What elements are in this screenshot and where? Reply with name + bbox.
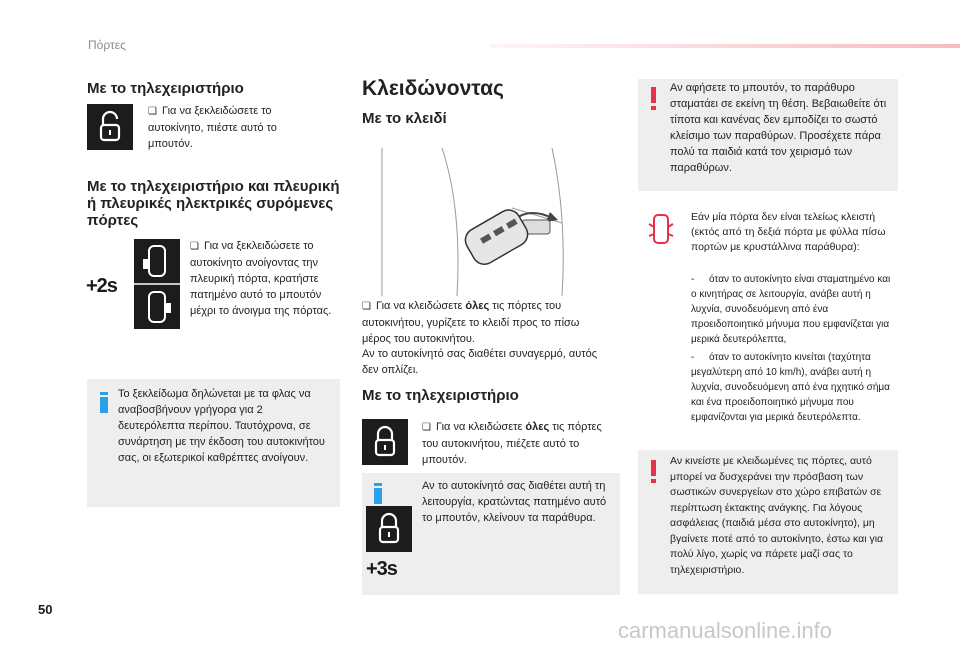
remote-lock-button (362, 419, 408, 465)
section-title-sliding-doors: Με το τηλεχειριστήριο και πλευρική ή πλευρικές ηλεκτρικές συρόμενες πόρτες (87, 178, 340, 229)
watermark: carmanualsonline.info (618, 618, 833, 643)
info-text-unlock: Το ξεκλείδωμα δηλώνεται με τα φλας να αναβοσβήνουν γρήγορα για 2 δευτερόλεπτα περίπου. Ταυτόχρονα, σε συνάρτηση με την έκδοση του αυτοκινήτου σας, οι εξωτερικοί καθρέπτες ανοίγουν. (118, 388, 325, 464)
hold-2s-badge: +2s (86, 275, 117, 297)
warning-icon (650, 460, 657, 483)
locked-padlock-icon (362, 419, 408, 465)
info-icon (100, 392, 108, 413)
warning-icon (650, 87, 657, 110)
sliding-door-text: ❏ Για να ξεκλειδώσετε το αυτοκίνητο ανοίγοντας την πλευρική πόρτα, κρατήστε πατημένο αυτό το μπουτόν μέχρι το άνοιγμα της πόρτας. (190, 240, 332, 317)
header-title: Πόρτες (88, 38, 126, 52)
door-open-item-1: - όταν το αυτοκίνητο είναι σταματημένο και ο κινητήρας σε λειτουργία, ανάβει αυτή η λυχνία, συνοδευόμενη από ένα προειδοποιητικό μήνυμα που εμφανίζεται για μερικά δευτερόλεπτα, (691, 274, 891, 345)
bullet-icon: ❏ (422, 422, 431, 433)
sliding-door-buttons (134, 239, 180, 329)
warning-text-windows: Αν αφήσετε το μπουτόν, το παράθυρο σταματάει σε εκείνη τη θέση. Βεβαιωθείτε ότι τίποτα και κανένας δεν εμποδίζει το σωστό κλείσιμο των παραθύρων. Προσέχετε πάρα πολύ τα παιδιά κατά τον χειρισμό των παραθύρων. (670, 82, 887, 174)
hold-3s-badge: +3s (366, 558, 397, 580)
info-icon (374, 483, 382, 504)
unlocked-padlock-icon (87, 104, 133, 150)
info-text-windows: Αν το αυτοκίνητό σας διαθέτει αυτή τη λειτουργία, κρατώντας πατημένο αυτό το μπουτόν, κλείνουν τα παράθυρα. (422, 480, 607, 524)
remote-unlock-button (87, 104, 133, 150)
page-title-locking: Κλειδώνοντας (362, 77, 504, 100)
key-lock-text: ❏ Για να κλειδώσετε όλες τις πόρτες του αυτοκινήτου, γυρίζετε το κλειδί προς το πίσω μέρος του αυτοκινήτου. (362, 300, 580, 345)
remote-unlock-text: ❏ Για να ξεκλειδώσετε το αυτοκίνητο, πιέστε αυτό το μπουτόν. (148, 105, 277, 150)
door-open-warning-icon (646, 212, 676, 248)
key-alarm-note: Αν το αυτοκίνητό σας διαθέτει συναγερμό, αυτός δεν οπλίζει. (362, 348, 598, 376)
door-open-item-2: - όταν το αυτοκίνητο κινείται (ταχύτητα μεγαλύτερη από 10 km/h), ανάβει αυτή η λυχνία, συνοδευόμενη από ένα ηχητικό σήμα και ένα προειδοποιητικό μήνυμα που εμφανίζονται για μερικά δευτερόλεπτα. (691, 352, 890, 423)
section-title-key: Με το κλειδί (362, 110, 447, 127)
section-title-remote-lock: Με το τηλεχειριστήριο (362, 387, 519, 404)
remote-lock-text: ❏ Για να κλειδώσετε όλες τις πόρτες του αυτοκινήτου, πιέζετε αυτό το μπουτόν. (422, 421, 602, 466)
key-in-door-illustration (362, 148, 612, 296)
bullet-icon: ❏ (190, 241, 199, 252)
locked-padlock-icon (366, 506, 412, 552)
section-title-remote-unlock: Με το τηλεχειριστήριο (87, 80, 244, 97)
warning-text-locked-driving: Αν κινείστε με κλειδωμένες τις πόρτες, αυτό μπορεί να δυσχεράνει την πρόσβαση των σωστικών συνεργείων στο χώρο επιβατών σε περίπτωση έκτακτης ανάγκης. Για λόγους ασφάλειας (παιδιά μέσα στο αυτοκίνητο), μη βγαίνετε ποτέ από το αυτοκίνητο, έστω και για πολύ λίγο, χωρίς να πάρετε μαζί σας το τηλεχειριστήριο. (670, 455, 884, 576)
door-open-intro: Εάν μία πόρτα δεν είναι τελείως κλειστή (εκτός από τη δεξιά πόρτα με φύλλα πίσω πορτών με κρυστάλλινα παράθυρα): (691, 211, 886, 253)
sliding-door-icon (134, 239, 180, 329)
bullet-icon: ❏ (148, 106, 157, 117)
page-number: 50 (38, 602, 53, 617)
header-accent-bar (490, 44, 960, 48)
bullet-icon: ❏ (362, 301, 371, 312)
remote-lock-hold-button (366, 506, 412, 552)
